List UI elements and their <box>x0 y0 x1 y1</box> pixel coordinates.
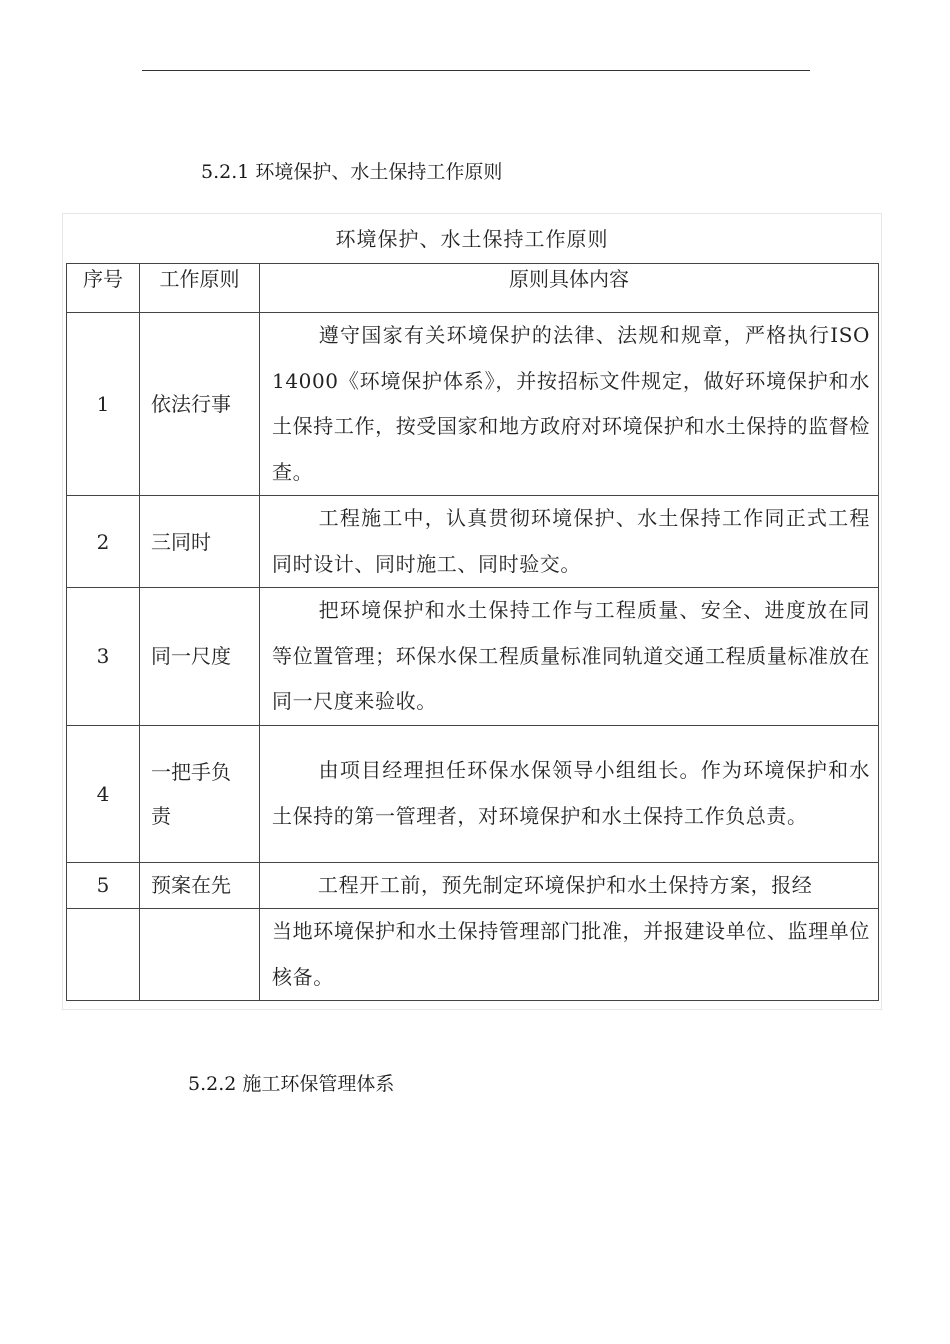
table-row <box>67 588 879 726</box>
row-content-text: 工程施工中，认真贯彻环境保护、水土保持工作同正式工程同时设计、同时施工、同时验交。 <box>272 506 870 576</box>
section-heading-5-2-1: 5.2.1 环境保护、水土保持工作原则 <box>201 161 503 183</box>
column-header-no: 序号 <box>67 264 140 313</box>
row-content <box>260 313 879 496</box>
column-header-content: 原则具体内容 <box>260 264 879 313</box>
row-principle: 同一尺度 <box>140 588 260 726</box>
row-number: 2 <box>67 496 140 588</box>
row-number: 1 <box>67 313 140 496</box>
row-content-text: 遵守国家有关环境保护的法律、法规和规章，严格执行ISO 14000《环境保护体系》，并按招标文件规定，做好环境保护和水土保持工作，按受国家和地方政府对环境保护和水土保持的监督检查。 <box>272 323 870 484</box>
row-principle: 一把手负责 <box>140 725 260 862</box>
row-content <box>260 862 879 909</box>
row-number: 3 <box>67 588 140 726</box>
table-row <box>67 725 879 862</box>
empty-cell <box>67 909 140 1001</box>
section-heading-5-2-2: 5.2.2 施工环保管理体系 <box>188 1073 395 1095</box>
empty-cell <box>140 909 260 1001</box>
header-rule <box>142 70 810 71</box>
row-principle: 预案在先 <box>140 862 260 909</box>
row-content-text: 由项目经理担任环保水保领导小组组长。作为环境保护和水土保持的第一管理者，对环境保护和水土保持工作负总责。 <box>272 758 870 828</box>
table-row <box>67 862 879 909</box>
row-number: 5 <box>67 862 140 909</box>
table-row <box>67 496 879 588</box>
row-content-continued: 当地环境保护和水土保持管理部门批准，并报建设单位、监理单位核备。 <box>260 909 879 1001</box>
row-content <box>260 725 879 862</box>
table-caption: 环境保护、水土保持工作原则 <box>335 227 609 251</box>
row-number: 4 <box>67 725 140 862</box>
principles-table <box>66 263 879 1001</box>
row-principle: 三同时 <box>140 496 260 588</box>
column-header-principle: 工作原则 <box>140 264 260 313</box>
row-principle: 依法行事 <box>140 313 260 496</box>
row-content-text: 把环境保护和水土保持工作与工程质量、安全、进度放在同等位置管理；环保水保工程质量标准同轨道交通工程质量标准放在同一尺度来验收。 <box>272 598 870 713</box>
table-header-row <box>67 264 879 313</box>
table-row-continued <box>67 909 879 1001</box>
row-content <box>260 496 879 588</box>
table-row <box>67 313 879 496</box>
row-content-text: 工程开工前，预先制定环境保护和水土保持方案，报经 <box>318 872 813 897</box>
row-content <box>260 588 879 726</box>
